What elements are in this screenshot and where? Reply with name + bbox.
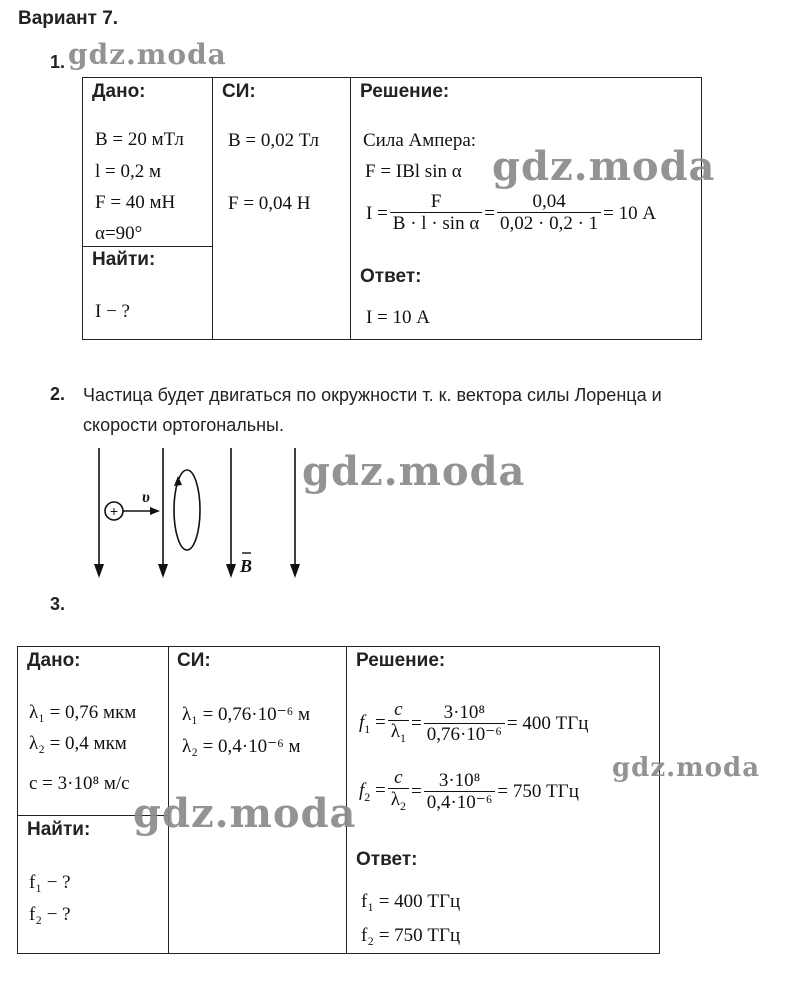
task1-number: 1. [50,52,66,72]
task3-number: 3. [50,594,66,614]
task3-f2-frac [424,771,496,814]
task1-formula2: I = $\frac{F}{\text{B · l · sin α}}$ = $\frac{0,04}{0,02 \cdot 0,2 \cdot 1}$ = 10 А [366,191,657,234]
task3-f2-num: 3·10⁸ [438,769,481,791]
task3-find-header: Найти: [27,819,91,840]
task3-solution-header: Решение: [356,650,446,671]
task2-text-line2: скорости ортогональны. [83,415,284,435]
task3-f1-result: = 400 ТГц [506,713,589,735]
task3-si-lambda2: λ₂ = 0,4·10⁻⁶ м [182,736,301,757]
task3-f1-den: 0,76·10⁻⁶ [424,723,505,746]
task1-formula2-den2: 0,02 · 0,2 · 1 [497,212,601,235]
watermark: gdz.moda [302,448,526,495]
field-label: B [240,556,253,576]
task3-f1-num: 3·10⁸ [443,701,486,723]
task1-solution-header: Решение: [360,81,450,102]
task1-formula1: F = IBl sin α [365,161,462,182]
task1-given-alpha: α=90° [95,223,143,244]
task1-find-header: Найти: [92,249,156,270]
task3-f2-result: = 750 ТГц [497,781,579,803]
task3-find-f2: f₂ − ? [29,904,71,925]
task1-answer-header: Ответ: [360,266,422,287]
task1-given-header: Дано: [92,81,146,102]
task1-si-f: F = 0,04 Н [228,193,311,214]
task3-f1-frac [424,703,505,746]
watermark: gdz.moda [492,143,716,190]
task1-formula2-result: = 10 А [603,202,657,224]
task3-answer-f2: f₂ = 750 ТГц [361,925,461,946]
task1-formula2-den1: B · l · sin α [390,212,482,235]
task3-si-lambda1: λ₁ = 0,76·10⁻⁶ м [182,704,311,725]
task3-find-f1: f₁ − ? [29,872,71,893]
task3-given-lambda1: λ₁ = 0,76 мкм [29,702,137,723]
watermark: gdz.moda [612,753,761,783]
task1-solution-label: Сила Ампера: [363,130,477,151]
task2-number: 2. [50,384,66,404]
task1-given-l: l = 0,2 м [95,161,162,182]
task3-given-lambda2: λ₂ = 0,4 мкм [29,733,127,754]
task3-given-header: Дано: [27,650,81,671]
magnetic-field-diagram [80,440,320,585]
task1-answer: I = 10 А [366,307,431,328]
task3-si-header: СИ: [177,650,211,671]
velocity-label: υ [142,489,150,506]
task1-formula2-lhs: I = [366,202,388,224]
task1-si-b: B = 0,02 Тл [228,130,320,151]
task3-formula-f1: $f_1$ = $\frac{c}{\lambda_1}$ = $\frac{\text{3·10⁸}}{\text{0,76·10⁻⁶}}$ = 400 ТГц [359,700,588,749]
page-title: Вариант 7. [18,8,119,29]
task1-formula2-num2: 0,04 [532,191,566,212]
task3-given-c: c = 3·10⁸ м/с [29,773,130,794]
charge-icon [105,502,123,520]
task1-formula2-frac2 [497,192,601,235]
watermark: gdz.moda [133,790,357,837]
charge-label: + [109,503,119,519]
task3-formula-f2: $f_2$ = $\frac{c}{\lambda_2}$ = $\frac{\text{3·10⁸}}{\text{0,4·10⁻⁶}}$ = 750 ТГц [359,768,579,817]
task1-given-b: B = 20 мТл [95,129,184,150]
watermark: gdz.moda [68,38,227,71]
task1-find: I − ? [95,301,130,322]
task1-formula2-frac1 [390,192,482,235]
task1-formula2-num1: F [430,191,442,212]
task3-answer-header: Ответ: [356,849,418,870]
task2-text-line1: Частица будет двигаться по окружности т. к. вектора силы Лоренца и [83,385,662,405]
task1-given-f: F = 40 мН [95,192,176,213]
task3-answer-f1: f₁ = 400 ТГц [361,891,461,912]
task3-f2-den: 0,4·10⁻⁶ [424,791,496,814]
task1-si-header: СИ: [222,81,256,102]
